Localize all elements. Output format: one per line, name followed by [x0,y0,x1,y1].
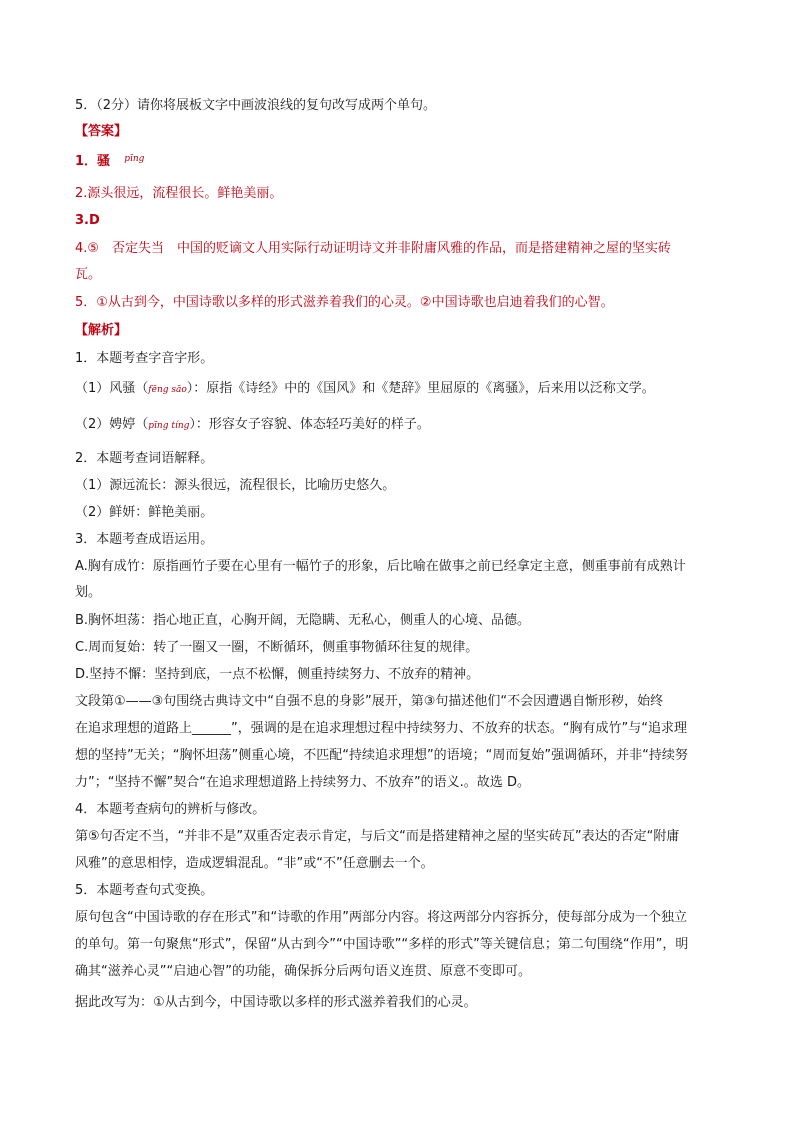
question-5-prompt: 5．（2分）请你将展板文字中画波浪线的复句改写成两个单句。 [75,98,437,113]
answer-4-line-1: 4.⑤ 否定失当 中国的贬谪文人用实际行动证明诗文并非附庸风雅的作品，而是搭建精神之屋的坚实砖 [75,241,672,256]
answer-2: 2.源头很远，流程很长。鲜艳美丽。 [75,186,283,201]
analysis-1-item-1 [75,380,725,399]
analysis-5-title: 5．本题考查句式变换。 [75,883,214,898]
analysis-4-title: 4．本题考查病句的辨析与修改。 [75,802,266,817]
analysis-1-item-1-post: ）：原指《诗经》中的《国风》和《楚辞》里屈原的《离骚》，后来用以泛称文学。 [186,381,655,396]
analysis-3-option-b: B.胸怀坦荡：指心地正直，心胸开阔，无隐瞒、无私心，侧重人的心境、品德。 [75,613,531,628]
analysis-3-para-line-4: 力”；“坚持不懈”契合“在追求理想道路上持续努力、不放弃”的语义.。故选 D。 [75,775,530,790]
answer-1-pinyin: pīng [124,154,145,164]
analysis-3-option-c: C.周而复始：转了一圈又一圈，不断循环，侧重事物循环往复的规律。 [75,640,479,655]
analysis-1-item-1-pre: （1）风骚（ [75,381,149,396]
answer-4-line-2: 瓦。 [75,267,102,282]
answer-header: 【答案】 [75,124,128,139]
analysis-5-para-line-3: 确其“滋养心灵”“启迪心智”的功能，确保拆分后两句语义连贯、原意不变即可。 [75,964,531,979]
analysis-3-para-line-1: 文段第①——③句围绕古典诗文中“自强不息的身影”展开，第③句描述他们“不会因遭遇自惭形秽，始终 [75,694,664,709]
analysis-2-item-2: （2）鲜妍：鲜艳美丽。 [75,505,214,520]
answer-1-label: 1．骚 [75,154,111,169]
answer-3: 3.D [75,213,100,228]
analysis-3-option-a-line-2: 划。 [75,585,102,600]
analysis-5-para-line-1: 原句包含“中国诗歌的存在形式”和“诗歌的作用”两部分内容。将这两部分内容拆分，使每部分成为一个独立 [75,910,687,925]
analysis-3-title: 3．本题考查成语运用。 [75,532,214,547]
analysis-2-item-1: （1）源远流长：源头很远，流程很长，比喻历史悠久。 [75,478,396,493]
analysis-1-item-2 [75,416,725,435]
analysis-1-item-2-post: ）：形容女子容貌、体态轻巧美好的样子。 [189,417,430,432]
analysis-1-item-1-pinyin: fēng sāo [148,385,187,395]
analysis-5-para-line-4: 据此改写为：①从古到今，中国诗歌以多样的形式滋养着我们的心灵。 [75,995,477,1010]
analysis-4-para-line-2: 风雅”的意思相悖，造成逻辑混乱。“非”或“不”任意删去一个。 [75,856,434,871]
analysis-5-para-line-2: 的单句。第一句聚焦“形式”，保留“从古到今”“中国诗歌”“多样的形式”等关键信息；第二句围绕“作用”，明 [75,937,689,952]
analysis-1-item-2-pre: （2）娉婷（ [75,417,149,432]
analysis-3-para-line-2: 在追求理想的道路上______”，强调的是在追求理想过程中持续努力、不放弃的状态。“胸有成竹”与“追求理 [75,721,687,736]
analysis-3-option-d: D.坚持不懈：坚持到底，一点不松懈，侧重持续努力、不放弃的精神。 [75,667,480,682]
analysis-2-title: 2．本题考查词语解释。 [75,451,214,466]
analysis-4-para-line-1: 第⑤句否定不当，“并非不是”双重否定表示肯定，与后文“而是搭建精神之屋的坚实砖瓦”表达的否定“附庸 [75,829,680,844]
analysis-1-item-2-pinyin: pīng tíng [148,421,190,431]
analysis-3-para-line-3: 想的坚持”无关；“胸怀坦荡”侧重心境，不匹配“持续追求理想”的语境；“周而复始”强调循环，并非“持续努 [75,748,688,763]
answer-5: 5．①从古到今，中国诗歌以多样的形式滋养着我们的心灵。②中国诗歌也启迪着我们的心智。 [75,295,614,310]
analysis-header: 【解析】 [75,323,128,338]
answer-1 [75,153,725,172]
analysis-3-option-a-line-1: A.胸有成竹：原指画竹子要在心里有一幅竹子的形象，后比喻在做事之前已经拿定主意，侧重事前有成熟计 [75,559,686,574]
analysis-1-title: 1．本题考查字音字形。 [75,351,214,366]
